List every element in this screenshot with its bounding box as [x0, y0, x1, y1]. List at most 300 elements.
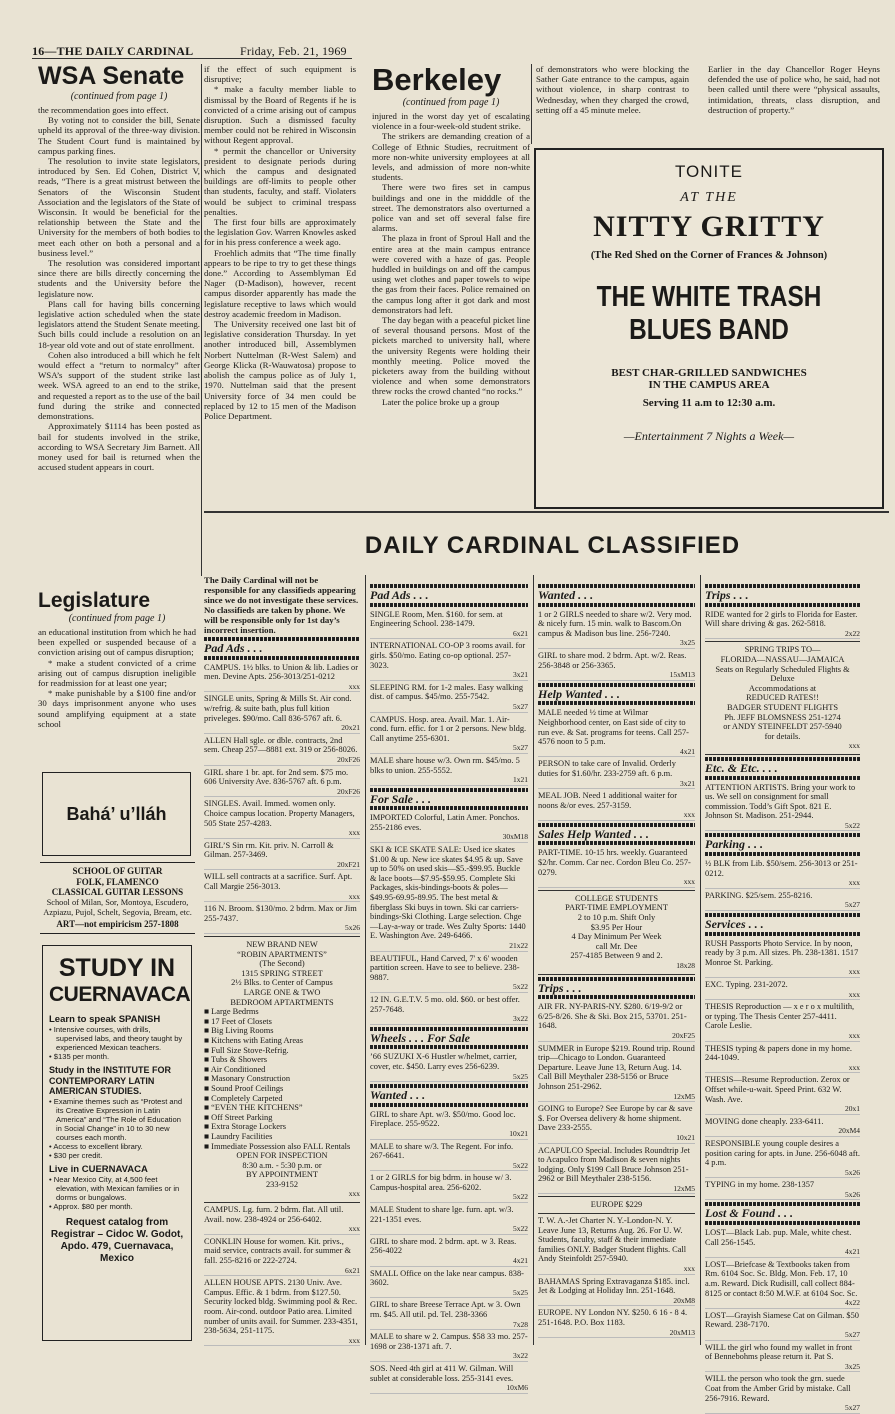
classified-ad-code: 5x27 [513, 701, 528, 711]
box-line: 257-4185 Between 9 and 2. [570, 951, 663, 961]
legislature-article [38, 590, 196, 749]
box-line: “ROBIN APARTMENTS” [237, 949, 327, 959]
classified-ad-code: 20xF21 [337, 859, 360, 869]
classified-ad-code: 18x28 [676, 961, 695, 970]
classified-ad-text: SOS. Need 4th girl at 411 W. Gilman. Will sublet at considerable loss. 255-3141 eves. [370, 1363, 514, 1383]
classified-ad [370, 683, 528, 713]
classified-ad [370, 845, 528, 952]
nitty-at-the: AT THE [680, 190, 738, 205]
wsa-headline: WSA Senate [38, 62, 185, 90]
box-line: 2½ Blks. to Center of Campus [231, 978, 333, 988]
box-footer-line: 8:30 a.m. - 5:30 p.m. or [242, 1160, 322, 1170]
article-paragraph: The day began with a peaceful picket line of several thousand persons. Most of the pickets marched to university hall, where the university Regents were holding their monthly meeting. Police moved the picketers away from the building without violence and when some demonstrators threw rocks the crowd chanted “no rocks.” [372, 315, 530, 397]
column-rule [700, 575, 701, 1345]
classified-ad-text: ACAPULCO Special. Includes Roundtrip Jet to Acapulco from Madison & seven nights lodging. Only $199 Call Bruce Johnson 251-2962 or Bill Meythaler 238-5156. [538, 1145, 690, 1184]
article-paragraph: * make a faculty member liable to dismissal by the Board of Regents if he is convicted of a crime arising out of campus disruption. Such a dismissed faculty member could not be rehired in Wisconsin without Regent approval. [204, 84, 356, 146]
classified-ad-code: 4x21 [513, 1256, 528, 1266]
classified-ad-code: xxx [848, 741, 860, 751]
classified-ad-code: 30xM18 [502, 832, 528, 842]
classified-col4 [705, 582, 860, 1413]
classified-ad-text: ATTENTION ARTISTS. Bring your work to us. We sell on consignment for small commission. Todd’s Gift Spot. 821 E. Johnson St. Madison. 251-2944. [705, 782, 856, 821]
classified-ad [370, 954, 528, 993]
classified-ad-code: 20xF25 [672, 1030, 695, 1040]
classified-ad [705, 1117, 860, 1137]
classified-ad [370, 1142, 528, 1172]
nitty-location: (The Red Shed on the Corner of Frances & Johnson) [590, 250, 828, 261]
classified-section-heading: Pad Ads . . . [370, 588, 429, 602]
classified-ad-code: 5x25 [513, 1287, 528, 1297]
classified-ad-code: 5x22 [513, 1224, 528, 1234]
classified-ad [538, 651, 695, 681]
box-line: 2 to 10 p.m. Shift Only [577, 913, 656, 923]
classified-ad [538, 1216, 695, 1275]
classified-ad [370, 715, 528, 754]
classified-ad-text: CAMPUS. Lg. furn. 2 bdrm. flat. All util. Avail. now. 238-4924 or 256-6402. [204, 1205, 344, 1224]
classified-ad-text: CONKLIN House for women. Kit. privs., maid service, contracts avail. for summer & fall. 255-8216 or 222-2724. [204, 1236, 351, 1266]
classified-ad-code: 20x21 [341, 723, 360, 733]
classified-ad-code: 20xM13 [669, 1327, 695, 1337]
classified-ad [705, 1002, 860, 1041]
cuernavaca-title2: CUERNAVACA [49, 983, 191, 1006]
classified-ad-code: 7x28 [513, 1319, 528, 1329]
classified-ad-text: MOVING done cheaply. 233-6411. [705, 1116, 824, 1126]
box-feature: ■ Off Street Parking [204, 1112, 273, 1122]
legislature-body [38, 627, 196, 749]
classified-ad [204, 872, 360, 902]
classified-ad-text: WILL sell contracts at a sacrifice. Surf. Apt. Call Margie 256-3013. [204, 872, 353, 892]
classified-ad [370, 1269, 528, 1299]
food-line1: BEST CHAR-GRILLED SANDWICHES [611, 367, 807, 379]
classified-section-heading: Sales Help Wanted . . . [538, 826, 649, 841]
classified-ad-text: RIDE wanted for 2 girls to Florida for Easter. Will share driving & gas. 262-5818. [705, 609, 858, 629]
section-rule [538, 977, 695, 981]
article-paragraph: Froehlich admits that “The time finally appears to be ripe to try to get these things done.” According to Assemblyman Ed Nager (D-Madison), however, recent campus disorder apparently has made the legislature receptive to laws which would destroy academic freedom in Madison. [204, 247, 356, 319]
box-line: call Mr. Dee [595, 941, 638, 951]
cuernavaca-learn: Learn to speak SPANISH [49, 1014, 161, 1025]
classified-ad [370, 1173, 528, 1203]
classified-ad-code: 3x25 [680, 638, 695, 648]
classified-ad-code: xxx [848, 1030, 860, 1040]
nitty-tagline: —Entertainment 7 Nights a Week— [623, 429, 795, 443]
section-rule [705, 852, 860, 856]
classified-ad-code: 5x26 [345, 923, 360, 933]
bahai-text: Bahá’ u’lláh [66, 803, 167, 824]
classified-ad-code: 4x21 [680, 746, 695, 756]
classified-ad-code: 12xM5 [673, 1183, 695, 1193]
article-paragraph: of demonstrators who were blocking the Sather Gate entrance to the campus, again without violence, in sharp contrast to Wednesday, when they charged the crowd, setting off a 45 minute melee. [536, 64, 689, 115]
masthead [32, 44, 572, 59]
classified-ad [538, 1044, 695, 1103]
classified-ad-code: 5x22 [513, 982, 528, 992]
classified-ad [370, 1364, 528, 1394]
classified-ad-text: INTERNATIONAL CO-OP 3 rooms avail. for girls. $50/mo. Eating co-op optional. 257-3023. [370, 641, 526, 670]
article-paragraph: * make punishable by a $100 fine and/or 30 days imprisonment anyone who uses sound amplifying equipment at a state school [38, 688, 196, 729]
classified-ad [370, 1332, 528, 1362]
section-rule [705, 1221, 860, 1225]
cuernavaca-live-list [49, 1175, 185, 1211]
box-feature: ■ Masonary Construction [204, 1074, 291, 1084]
legislature-continued: (continued from page 1) [68, 613, 166, 624]
classified-ad [204, 694, 360, 733]
article-paragraph: Cohen also introduced a bill which he felt would effect a “return to normalcy” after WSA’s support of the student strike last week. WSA agreed to an end to the strike, and requested a report as to the use of the bail fund during the strike and connected demonstrations. [38, 349, 200, 422]
classified-ad [204, 736, 360, 766]
cuernavaca-live: Live in CUERNAVACA [49, 1163, 148, 1175]
classified-ad [204, 1205, 360, 1235]
classified-ad [705, 980, 860, 1000]
classified-ad-code: 2x22 [845, 628, 860, 638]
classified-col1-ads [204, 637, 360, 1347]
classified-ad-text: WILL the person who took the grn. suede Coat from the Amber Grid by mistake. Call 256-7916. Reward. [705, 1374, 851, 1403]
article-paragraph: if the effect of such equipment is disruptive; [204, 64, 356, 85]
classified-ad [705, 1311, 860, 1341]
classified-ad-text: PART-TIME. 10-15 hrs. weekly. Guaranteed $2/hr. Comm. Car nec. Cordon Bleu Co. 257-0279. [538, 848, 691, 877]
classified-ad-text: GOING to Europe? See Europe by car & save $. For Oversea delivery & home shipment. Dave 233-2555. [538, 1104, 693, 1133]
box-feature: ■ Sound Proof Ceilings [204, 1083, 284, 1093]
classified-ad-text: MALE needed ½ time at Wilmar Neighborhood center, on East side of city to run eve. & Sat. programs for teens. Call 257-4576 noon to 5 p.m. [538, 708, 689, 747]
classified-ad-text: EXC. Typing. 231-2072. [705, 980, 788, 989]
section-rule [370, 1045, 528, 1049]
classified-ad-text: 1 or 2 GIRLS needed to share w/2. Very mod. & nicely furn. 15 min. walk to Bascom.On campus & Madison bus line. 256-7240. [538, 609, 692, 638]
classified-ad-text: BEAUTIFUL, Hand Carved, 7' x 6' wooden partition screen. Have to see to believe. 238-9887. [370, 953, 520, 982]
bahai-ad [42, 772, 191, 856]
section-rule [538, 841, 695, 845]
box-footer-line: 233-9152 [265, 1179, 299, 1189]
classified-ad-text: SKI & ICE SKATE SALE: Used ice skates $1.00 & up. New ice skates $4.95 & up. Save up to 50% on used skis—$5.-$99.95. Buckle & lace boots—$7.95-$59.95. Complete Ski Packages, skis-bindings-boots & poles—$49.95-69.95-89.95. The best metal & fiberglass Ski buys in town. Ski car carriers-bindings-Ski Clothing. Large selection. Chge—Lay-a-way or trade. Wes Zulty Sports: 1440 E. Washington Ave. 249-6466. [370, 845, 526, 941]
classified-display-box [538, 890, 695, 975]
classified-ad-text: GIRL’S Sin rm. Kit. priv. N. Carroll & Gilman. 257-3469. [204, 840, 334, 860]
classified-ad [538, 1002, 695, 1041]
classified-ad [370, 641, 528, 680]
classified-ad [705, 1180, 860, 1200]
box-line: (The Second) [259, 959, 305, 969]
box-feature: ■ Big Living Rooms [204, 1026, 274, 1036]
classified-ad [705, 1075, 860, 1114]
article-paragraph: There were two fires set in campus buildings and one in the midddle of the street. The demonstrators also overturned a police van and set off several false fire alarms. [372, 182, 530, 234]
classified-ad-text: CAMPUS. Hosp. area. Avail. Mar. 1. Air-cond. furn. effic. for 1 or 2 persons. New bldg. Call anytime 255-6301. [370, 714, 527, 743]
classified-ad-code: 3x21 [513, 670, 528, 680]
classified-ad-code: 3x21 [680, 778, 695, 788]
nitty-hours: Serving 11 a.m to 12:30 a.m. [642, 397, 776, 409]
cuernavaca-catalog: Request catalog from Registrar – Cidoc W. Godot, Apdo. 479, Cuernavaca, Mexico [50, 1216, 184, 1264]
classified-ad-text: GIRL to share Apt. w/3. $50/mo. Good loc. Fireplace. 255-9522. [370, 1109, 516, 1129]
classified-ad [538, 708, 695, 757]
classified-section-heading: Pad Ads . . . [204, 641, 263, 655]
wsa-body-col1 [38, 105, 200, 610]
classified-section-heading: For Sale . . . [370, 791, 432, 806]
classified-ad [204, 1237, 360, 1276]
article-paragraph: Earlier in the day Chancellor Roger Heyns defended the use of police who, he said, had not been called until there were “physical assaults, intimidation, threats, class disruption, and destruction of property.” [708, 64, 880, 115]
berkeley-article-col1 [372, 64, 530, 499]
classified-col2 [370, 582, 528, 1393]
classified-ad-code: 5x25 [513, 1071, 528, 1081]
classified-ad-text: THESIS—Resume Reproduction. Zerox or Offset while-u-wait. Speed Print. 632 W. Wash. Ave. [705, 1075, 850, 1104]
section-rule [370, 806, 528, 810]
classified-ad-text: CAMPUS. 1½ blks. to Union & lib. Ladies or men. Devine Apts. 256-3013/251-0212 [204, 662, 359, 682]
classified-ad [204, 904, 360, 934]
classified-ad-code: xxx [848, 1062, 860, 1072]
guitar-ad [40, 862, 195, 934]
classified-section-heading: Wanted . . . [538, 588, 594, 602]
classified-ad [370, 1110, 528, 1140]
classified-section-heading: Services . . . [705, 917, 764, 932]
classified-ad-code: 3x22 [513, 1014, 528, 1024]
classified-ad-code: 4x22 [845, 1298, 860, 1308]
box-feature-list [204, 1007, 360, 1151]
cuernavaca-learn-list [49, 1025, 185, 1061]
classified-ad-code: 10xM6 [506, 1383, 528, 1393]
classified-ad-text: LOST—Black Lab. pup. Male, white chest. Call 256-1545. [705, 1228, 852, 1247]
classified-ad-text: ’66 SUZUKI X-6 Hustler w/helmet, carrier, cover, etc. $450. Larry eves 256-6239. [370, 1052, 517, 1071]
box-feature: ■ Tubs & Showers [204, 1055, 268, 1065]
classified-display-box [204, 936, 360, 1203]
classified-ad [204, 768, 360, 798]
classified-ad [204, 663, 360, 693]
classified-section-heading: Lost & Found . . . [705, 1206, 794, 1221]
guitar-line3: CLASSICAL GUITAR LESSONS [51, 887, 184, 897]
classified-ad [538, 791, 695, 821]
classified-section-heading: Trips . . . [705, 588, 749, 602]
article-paragraph: * make a student convicted of a crime arising out of campus disruption ineligible for readmission for at least one year; [38, 657, 196, 689]
cuernavaca-institute-list [49, 1097, 185, 1160]
classified-ad-text: WILL the girl who found my wallet in front of Bennebohms please return it. Pat S. [705, 1342, 853, 1362]
section-rule [370, 603, 528, 607]
classified-ad-text: GIRL share 1 br. apt. for 2nd sem. $75 mo. 606 University Ave. 836-5767 aft. 6 p.m. [204, 767, 349, 787]
column-rule [201, 64, 202, 576]
cuernavaca-institute: Study in the INSTITUTE FOR CONTEMPORARY LATIN AMERICAN STUDIES. [49, 1065, 171, 1096]
classified-ad-text: 116 N. Broom. $130/mo. 2 bdrm. Max or Jim 255-7437. [204, 904, 357, 923]
classified-ad-code: 10x21 [676, 1132, 695, 1142]
classified-ad [705, 1139, 860, 1178]
classified-ad [204, 841, 360, 871]
classified-ad [538, 1146, 695, 1195]
classified-ad [370, 610, 528, 640]
box-line: 4 Day Minimum Per Week [571, 932, 662, 942]
classified-ad-code: 5x22 [845, 820, 860, 830]
paper-title: 16—THE DAILY CARDINAL [32, 44, 194, 58]
box-line: BEDROOM APTARTMENTS [230, 997, 334, 1007]
classified-ad [370, 756, 528, 786]
classified-ad-code: 15xM13 [669, 670, 695, 680]
classified-ad [370, 1300, 528, 1330]
classified-ad-text: MALE to share w 2. Campus. $58 33 mo. 257-1698 or 238-1371 aft. 7. [370, 1332, 528, 1351]
classified-ad [370, 1052, 528, 1082]
box-feature: ■ Immediate Possession also FALL Rentals [204, 1141, 351, 1151]
classified-ad-text: PERSON to take care of Invalid. Orderly duties for $1.60/hr. 233-2759 aft. 6 p.m. [538, 759, 676, 778]
classified-ad-code: 5x26 [845, 1189, 860, 1199]
section-rule [705, 932, 860, 936]
nitty-gritty-ad [534, 148, 884, 509]
article-paragraph: The strikers are demanding creation of a College of Ethnic Studies, recruitment of more non-white university employees at all levels, and admission of more non-white students. [372, 131, 530, 183]
wsa-article-col2 [204, 64, 356, 508]
classified-ad-code: 20xM8 [673, 1295, 695, 1305]
bullet-item: • $135 per month. [49, 1052, 110, 1061]
classified-ad [705, 939, 860, 978]
article-paragraph: Approximately $1114 has been posted as bail for students involved in the strike, according to WSA Secretary Jim Barnett. All money used for bail is returned when the accused student appears in court. [38, 421, 200, 473]
nitty-tonite: TONITE [674, 162, 744, 181]
classified-ad [370, 1205, 528, 1235]
classified-ad-text: MEAL JOB. Need 1 additional waiter for noons &/or eves. 257-3159. [538, 791, 678, 810]
classified-ad-text: ½ BLK from Lib. $50/sem. 256-3013 or 251-0212. [705, 859, 858, 878]
classified-ad-text: MALE to share w/3. The Regent. For info. 267-6641. [370, 1141, 514, 1161]
classified-ad [370, 995, 528, 1025]
classified-ad [705, 1260, 860, 1309]
classified-ad-text: SUMMER in Europe $219. Round trip. Round trip—Chicago to London. Guaranteed Departure. Leave June 13, Return Aug. 14. Call Bill Meythaler 238-5156 or Bruce Johnson 251-2962. [538, 1043, 695, 1091]
box-line: $3.95 Per Hour [590, 922, 643, 932]
classified-ad-code: 6x21 [513, 628, 528, 638]
section-rule [538, 701, 695, 705]
box-line: COLLEGE STUDENTS [574, 893, 659, 903]
classified-ad-text: EUROPE. NY London NY. $250. 6 16 - 8 4. 251-1648. P.O. Box 1183. [538, 1308, 688, 1327]
classified-ad-code: xxx [848, 878, 860, 888]
classified-ad-text: GIRL to share Breese Terrace Apt. w 3. Own rm. $45. All util. pd. Tel. 238-3366 [370, 1300, 521, 1319]
cuernavaca-ad [42, 945, 192, 1341]
classified-ad-text: LOST—Grayish Siamese Cat on Gilman. $50 Reward. 238-7170. [705, 1310, 859, 1330]
article-paragraph: The University received one last bit of legislative consideration Thursday. In yet another introduced bill, Assemblymen Norbert Nuttelman (R-West Salem) and George Klicka (R-Wauwatosa) propose to abolish the campus police as of July 1, 1970. Nuttelman said that the present University force of 34 men could be replaced by 12 to 15 men of the Madison Police Department. [204, 319, 356, 421]
column-rule [365, 575, 366, 1345]
berkeley-article-col2 [536, 64, 689, 138]
box-line: or ANDY STEINFELDT 257-5940 [723, 722, 842, 732]
classified-ad [370, 1237, 528, 1267]
classified-ad-text: T. W. A.-Jet Charter N. Y.-London-N. Y. Leave June 13, Returns Aug. 26. For U. W. Students, faculty, staff & their immediate families ONLY. Badger Student flights. Call Andy Steinfoldt 257-5940. [538, 1216, 687, 1264]
cuernavaca-title1: STUDY IN [58, 954, 176, 982]
box-feature: ■ 17 Feet of Closets [204, 1016, 272, 1026]
masthead-rule [32, 58, 352, 59]
classified-ad [538, 1104, 695, 1143]
berkeley-body-col3 [708, 64, 880, 138]
classified-ad-text: SINGLES. Avail. Immed. women only. Choice campus location. Property Managers, 505 State 257-4283. [204, 799, 355, 828]
classified-ad-code: 21x22 [509, 941, 528, 950]
section-rule [370, 1103, 528, 1107]
classified-ad [705, 1044, 860, 1074]
classified-section-heading: Wanted . . . [370, 1088, 426, 1103]
box-line: 1315 SPRING STREET [241, 968, 323, 978]
classified-ad-code: 3x22 [513, 1351, 528, 1361]
berkeley-body-col1 [372, 111, 530, 499]
classified-ad-text: ALLEN Hall sgle. or dble. contracts, 2nd sem. Cheap 257—8881 ext. 319 or 256-8026. [204, 735, 358, 755]
classified-ad [538, 1277, 695, 1307]
classified-ad-text: RESPONSIBLE young couple desires a position caring for apts. in June. 256-6048 aft. 4 p.m. [705, 1138, 860, 1168]
classified-ad-code: xxx [683, 877, 695, 887]
section-rule [705, 776, 860, 780]
classified-ad-code: 6x21 [345, 1265, 360, 1275]
classified-ad-code: 4x21 [845, 1247, 860, 1257]
guitar-line1: SCHOOL OF GUITAR [72, 866, 163, 876]
classified-ad [705, 859, 860, 889]
box-line: FLORIDA—NASSAU—JAMAICA [720, 654, 845, 664]
article-paragraph: Later the police broke up a group [382, 396, 500, 407]
classified-ad-text: ALLEN HOUSE APTS. 2130 Univ. Ave. Campus. Effic. & 1 bdrm. from $127.50. Security locked bldg. Swimming pool & Rec. room. Air-cond. outdoor Patio area. Limited number of units avail. for Summer. 233-4351, 238-5634, 251-1175. [204, 1278, 358, 1336]
classified-ad [705, 610, 860, 640]
article-paragraph: The first four bills are approximately the legislation Gov. Warren Knowles asked for in his press conference a week ago. [204, 217, 356, 248]
article-paragraph: The resolution was considered important since there are bills directly concerning the students and the University before the legislature now. [38, 258, 200, 299]
classified-ad-text: 12 IN. G.E.T.V. 5 mo. old. $60. or best offer. 257-7648. [370, 994, 520, 1014]
wsa-article-col1 [38, 64, 200, 610]
berkeley-continued: (continued from page 1) [402, 97, 500, 108]
berkeley-headline: Berkeley [372, 62, 502, 97]
article-paragraph: the recommendation goes into effect. [38, 105, 169, 115]
classified-ad-code: 20xM4 [838, 1126, 860, 1136]
classified-ad-text: RUSH Passports Photo Service. In by noon, ready by 3 p.m. All sizes. Ph. 238-1381. 1517 Monroe St. Parking. [705, 938, 859, 967]
classified-ad-code: 12xM5 [673, 1091, 695, 1101]
classified-ad-code: 5x27 [845, 900, 860, 910]
classified-notice: The Daily Cardinal will not be responsible for any classifieds appearing since we do not investigate these services. No classifieds are taken by phone. We will be responsible only for 1st day’s incorrect insertion. [204, 575, 359, 635]
box-line: SPRING TRIPS TO— [744, 645, 821, 655]
issue-date: Friday, Feb. 21, 1969 [240, 44, 347, 58]
classified-ad-text: BAHAMAS Spring Extravaganza $185. incl. Jet & Lodging at Holiday Inn. 251-1648. [538, 1276, 690, 1296]
berkeley-body-col2 [536, 64, 689, 138]
classified-ad-code: xxx [683, 1264, 695, 1274]
box-line: Ph. JEFF BLOMSNESS 251-1274 [724, 712, 841, 722]
classified-ad-text: SLEEPING RM. for 1-2 males. Easy walking dist. of campus. $45/mo. 255-7542. [370, 682, 524, 702]
berkeley-article-col3 [708, 64, 880, 138]
classified-section-heading: Etc. & Etc. . . . [705, 760, 778, 775]
box-line: PART-TIME EMPLOYMENT [565, 903, 668, 913]
box-line: EUROPE $229 [590, 1200, 643, 1210]
article-paragraph: Plans call for having bills concerning legislative action scheduled when the state legislators attend the Student Senate meeting. Such bills could include a resolution on an 18-year old vote and out of state enrollment. [38, 298, 200, 350]
classified-display-box [705, 641, 860, 755]
classified-ad-text: SMALL Office on the lake near campus. 838-3602. [370, 1268, 524, 1288]
column-rule [533, 575, 534, 1345]
classified-ad-code: xxx [348, 828, 360, 838]
article-paragraph: * permit the chancellor or University president to designate periods during which the campus and designated buildings are off-limits to people other than students, faculty, and staff. Violaters would be subject to criminal trespass penalties. [204, 145, 356, 217]
box-feature: ■ Kitchens with Eating Areas [204, 1035, 304, 1045]
guitar-line5: ART—not empiricism 257-1808 [56, 918, 179, 929]
classified-ad-code: xxx [683, 810, 695, 820]
classified-ad-text: TYPING in my home. 238-1357 [705, 1180, 815, 1190]
section-rule [538, 603, 695, 607]
classified-ad [705, 1374, 860, 1413]
nitty-name: NITTY GRITTY [593, 210, 825, 243]
classified-ad-text: MALE Student to share lge. furn. apt. w/3. 221-1351 eves. [370, 1205, 514, 1224]
box-footer-line: BY APPOINTMENT [245, 1170, 319, 1180]
wsa-body-col2 [204, 64, 356, 508]
classified-ad [705, 783, 860, 832]
classified-ad-code: 5x27 [513, 743, 528, 753]
wsa-continued: (continued from page 1) [70, 91, 168, 102]
section-rule [705, 603, 860, 607]
classified-ad-text: PARKING. $25/sem. 255-8216. [705, 890, 813, 900]
classified-ad-code: xxx [348, 1224, 360, 1234]
classified-ad-code: xxx [348, 681, 360, 691]
classified-ad-text: SINGLE Room, Men. $160. for sem. at Engineering School. 238-1479. [370, 609, 503, 629]
classified-ad-code: 3x25 [845, 1361, 860, 1371]
classified-ad-text: SINGLE units, Spring & Mills St. Air cond. w/refrig. & suite bath, plus full kition priveleges. $90/mo. Call 836-5767 aft. 6. [204, 694, 352, 723]
section-rule [204, 656, 360, 660]
classified-ad-code: 5x22 [513, 1160, 528, 1170]
bullet-item: • Access to excellent library. [49, 1141, 143, 1151]
classified-ad-text: THESIS typing & papers done in my home. 244-1049. [705, 1043, 853, 1063]
legislature-headline: Legislature [38, 589, 151, 612]
classified-section-heading: Parking . . . [705, 837, 764, 852]
classified-ad-code: xxx [848, 967, 860, 977]
box-line: BADGER STUDENT FLIGHTS [726, 702, 839, 712]
band-line2: BLUES BAND [629, 314, 789, 346]
band-line1: THE WHITE TRASH [596, 281, 822, 313]
classified-ad-text: THESIS Reproduction — x e r o x multilith, or typing. The Thesis Center 257-4411. Carole Leslie. [705, 1002, 855, 1031]
classified-display-box [538, 1196, 695, 1214]
classified-ad-code: 10x21 [509, 1128, 528, 1138]
classified-ad [370, 813, 528, 843]
classified-ad-code: xxx [348, 1189, 360, 1199]
classified-ad-code: 5x27 [845, 1330, 860, 1339]
box-feature: ■ Air Conditioned [204, 1064, 266, 1074]
box-line: NEW BRAND NEW [246, 940, 318, 950]
classified-title: DAILY CARDINAL CLASSIFIED [364, 532, 741, 559]
classified-ad-text: 1 or 2 GIRLS for big bdrm. in house w/ 3. Campus-hospital area. 256-6202. [370, 1173, 512, 1192]
classified-col1 [204, 575, 360, 1347]
classified-ad-text: IMPORTED Colorful, Latin Amer. Ponchos. 255-2186 eves. [370, 813, 520, 832]
classified-section-heading: Help Wanted . . . [538, 686, 620, 701]
